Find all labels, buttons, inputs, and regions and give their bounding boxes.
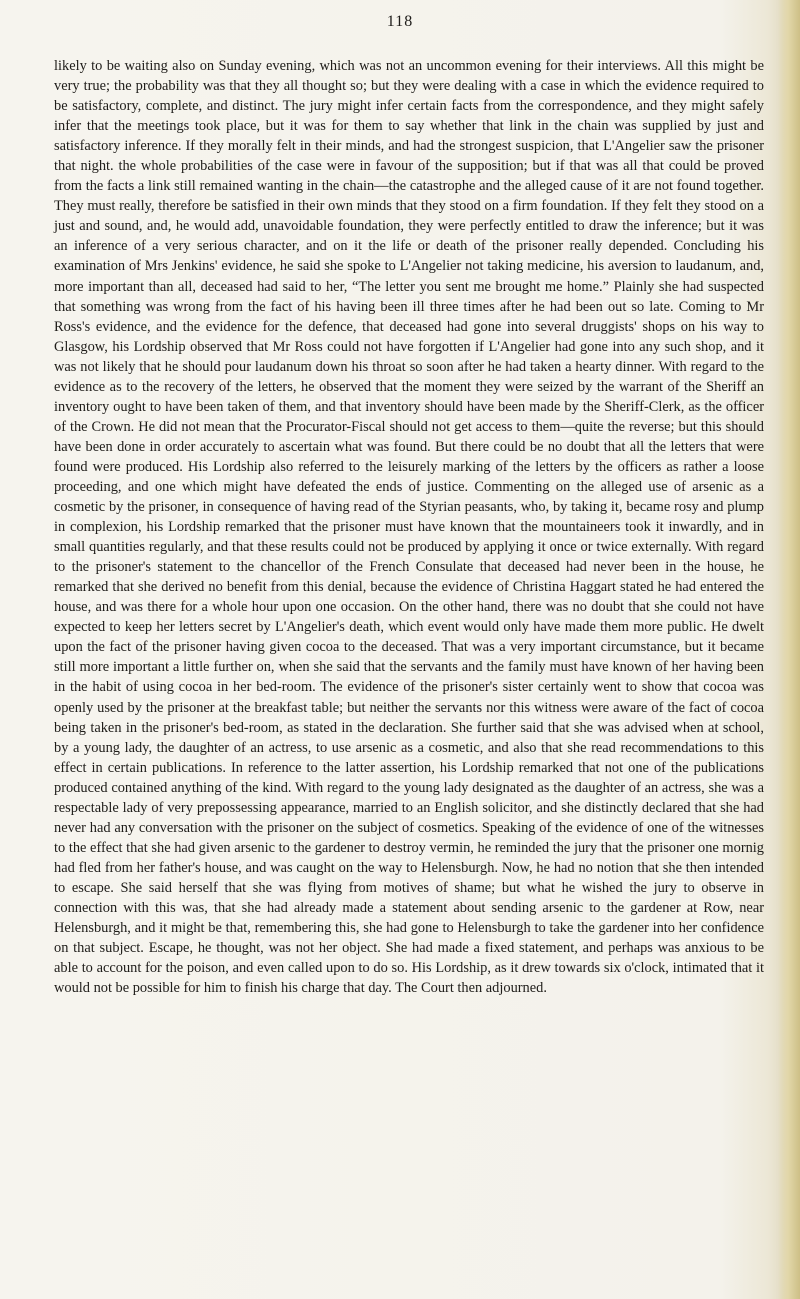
body-paragraph: likely to be waiting also on Sunday evening, which was not an uncommon evening for their interviews. All this might be very true; the probability was that they all thought so; but they were dealing with a case in which the evidence required to be satisfactory, complete, and distinct. The jury might infer certain facts from the correspondence, and they might safely infer that the meetings took place, but it was for them to say whether that link in the chain was supplied by just and satisfactory inference. If they morally felt in their minds, and had the strongest suspicion, that L'Angelier saw the prisoner that night. the whole probabilities of the case were in favour of the supposition; but if that was all that could be proved from the facts a link still remained wanting in the chain—the catastrophe and the alleged cause of it are not found together. They must really, therefore be satisfied in their own minds that they stood on a firm foundation. If they felt they stood on a just and sound, and, he would add, unavoidable foundation, they were perfectly entitled to draw the inference; but it was an inference of a very serious character, and on it the life or death of the prisoner really depended. Concluding his examination of Mrs Jenkins' evidence, he said she spoke to L'Angelier not taking medicine, his aversion to laudanum, and, more important than all, deceased had said to her, “The letter you sent me brought me home.” Plainly she had suspected that something was wrong from the fact of his having been ill three times after he had been out so late. Coming to Mr Ross's evidence, and the evidence for the defence, that deceased had gone into several druggists' shops on his way to Glasgow, his Lordship observed that Mr Ross could not have forgotten if L'Angelier had gone into any such shop, and it was not likely that he should pour laudanum down his throat so soon after he had taken a hearty dinner. With regard to the evidence as to the recovery of the letters, he observed that the moment they were seized by the warrant of the Sheriff an inventory ought to have been taken of them, and that inventory should have been made by the Sheriff-Clerk, as the officer of the Crown. He did not mean that the Procurator-Fiscal should not get access to them—quite the reverse; but this should have been done in order accurately to ascertain what was found. But there could be no doubt that all the letters that were found were produced. His Lordship also referred to the leisurely marking of the letters by the officers as rather a loose proceeding, and one which might have defeated the ends of justice. Commenting on the alleged use of arsenic as a cosmetic by the prisoner, in consequence of having read of the Styrian peasants, who, by taking it, became rosy and plump in complexion, his Lordship remarked that the prisoner must have known that the mountaineers took it inwardly, and in small quantities regularly, and that these results could not be produced by applying it once or twice externally. With regard to the prisoner's statement to the chancellor of the French Consulate that deceased had never been in the house, he remarked that she derived no benefit from this denial, because the evidence of Christina Haggart stated he had entered the house, and was there for a whole hour upon one occasion. On the other hand, there was no doubt that she could not have expected to keep her letters secret by L'Angelier's death, which event would only have made them more public. He dwelt upon the fact of the prisoner having given cocoa to the deceased. That was a very important circumstance, but it became still more important a little further on, when she said that the servants and the family must have known of her having been in the habit of using cocoa in her bed-room. The evidence of the prisoner's sister certainly went to show that cocoa was openly used by the prisoner at the breakfast table; but neither the servants nor this witness were aware of the fact of cocoa being taken in the prisoner's bed-room, as stated in the declaration. She further said that she was advised when at school, by a young lady, the daughter of an actress, to use arsenic as a cosmetic, and also that she read recommendations to this effect in certain publications. In reference to the latter assertion, his Lordship remarked that not one of the publications produced contained anything of the kind. With regard to the young lady designated as the daughter of an actress, she was a respectable lady of very prepossessing appearance, married to an English solicitor, and she distinctly declared that she had never had any conversation with the prisoner on the subject of cosmetics. Speaking of the evidence of one of the witnesses to the effect that she had given arsenic to the gardener to destroy vermin, he reminded the jury that the prisoner one mornig had fled from her father's house, and was caught on the way to Helensburgh. Now, he had no notion that she then intended to escape. She said herself that she was flying from motives of shame; but what he wished the jury to observe in connection with this was, that she had already made a statement about sending arsenic to the gardener at Row, near Helensburgh, and it might be that, remembering this, she had gone to Helensburgh to take the gardener into her confidence on that subject. Escape, he thought, was not her object. She had made a fixed statement, and perhaps was anxious to be able to account for the poison, and even called upon to do so. His Lordship, as it drew towards six o'clock, intimated that it would not be possible for him to finish his charge that day. The Court then adjourned. bbox=[54, 58, 764, 997]
page-edge-shadow bbox=[778, 0, 800, 1299]
page-number: 118 bbox=[386, 13, 414, 30]
